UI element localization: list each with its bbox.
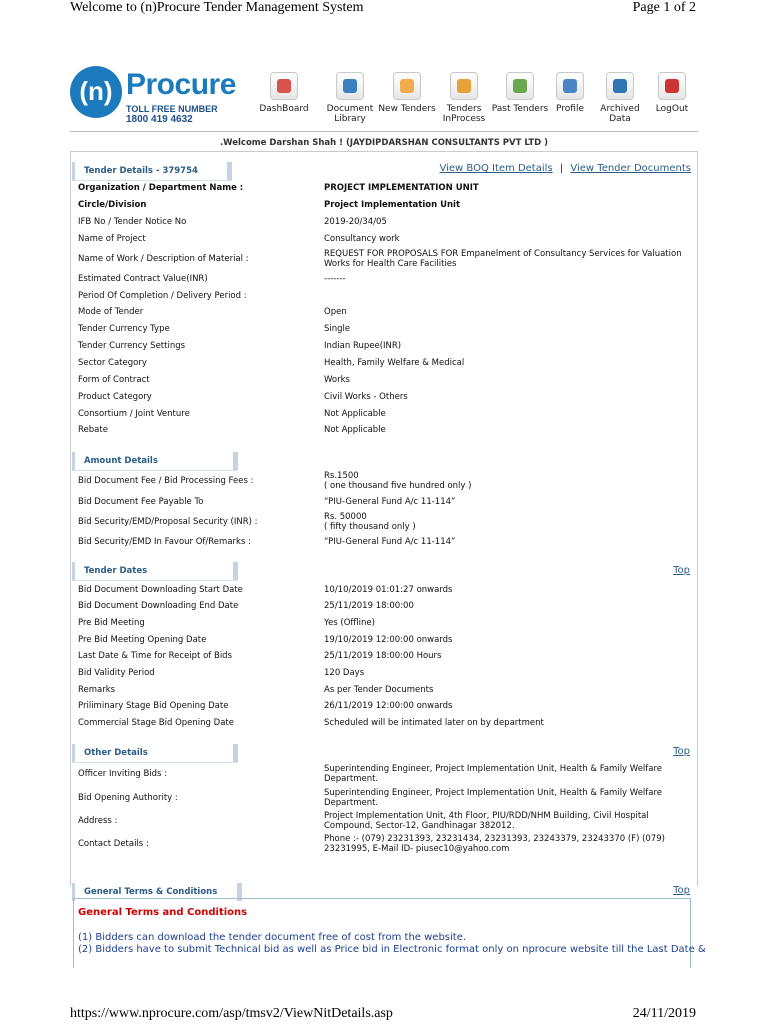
row-value: Not Applicable bbox=[324, 409, 386, 419]
print-footer-url: https://www.nprocure.com/asp/tmsv2/ViewNitDetails.asp bbox=[70, 1006, 393, 1021]
row-value: “PIU-General Fund A/c 11-114” bbox=[324, 497, 456, 507]
main-nav bbox=[255, 72, 700, 128]
row-value: Health, Family Welfare & Medical bbox=[324, 358, 465, 368]
archived-data-icon bbox=[606, 72, 634, 100]
print-footer bbox=[0, 1006, 768, 1024]
print-header-page: Page 1 of 2 bbox=[632, 0, 696, 15]
section-title-bar bbox=[233, 452, 238, 470]
row-value: Indian Rupee(INR) bbox=[324, 341, 402, 351]
row-label: Consortium / Joint Venture bbox=[78, 409, 190, 419]
row-value: Single bbox=[324, 324, 351, 334]
section-title-bar bbox=[233, 744, 238, 762]
nav-new-tenders[interactable] bbox=[378, 72, 436, 114]
section-title-tender-details bbox=[72, 162, 232, 180]
row-label: Sector Category bbox=[78, 358, 147, 368]
nav-document-library[interactable] bbox=[321, 72, 379, 124]
welcome-message: .Welcome Darshan Shah ! (JAYDIPDARSHAN CONSULTANTS PVT LTD ) bbox=[219, 138, 549, 148]
row-value: Superintending Engineer, Project Implementation Unit, Health & Family Welfare Department. bbox=[324, 788, 663, 808]
nav-label: Archived Data bbox=[600, 104, 640, 124]
row-label: Name of Project bbox=[78, 234, 146, 244]
logout-icon bbox=[658, 72, 686, 100]
nprocure-logo[interactable] bbox=[70, 66, 255, 128]
row-value: 26/11/2019 12:00:00 onwards bbox=[324, 701, 453, 711]
row-value: Project Implementation Unit bbox=[324, 200, 461, 210]
nav-label: New Tenders bbox=[378, 104, 436, 114]
row-label: Contact Details : bbox=[78, 839, 149, 849]
section-title-tender-dates bbox=[72, 562, 238, 580]
logo-circle: (n) bbox=[70, 66, 122, 118]
row-value: As per Tender Documents bbox=[324, 685, 434, 695]
row-label: Bid Document Fee Payable To bbox=[78, 497, 204, 507]
nav-label: DashBoard bbox=[259, 104, 309, 114]
section-title-text: General Terms & Conditions bbox=[84, 887, 218, 897]
view-tender-documents-link[interactable]: View Tender Documents bbox=[570, 163, 691, 174]
row-label: Period Of Completion / Delivery Period : bbox=[78, 291, 247, 301]
row-value: 25/11/2019 18:00:00 Hours bbox=[324, 651, 442, 661]
row-value: Yes (Offline) bbox=[324, 618, 375, 628]
top-links bbox=[440, 163, 692, 174]
section-title-bar bbox=[233, 562, 238, 580]
row-label: Form of Contract bbox=[78, 375, 150, 385]
section-title-other-details bbox=[72, 744, 238, 762]
row-label: Rebate bbox=[78, 425, 108, 435]
section-rule bbox=[72, 180, 232, 181]
row-label: Address : bbox=[78, 816, 118, 826]
row-label: Bid Document Fee / Bid Processing Fees : bbox=[78, 476, 254, 486]
row-value: 25/11/2019 18:00:00 bbox=[324, 601, 414, 611]
print-footer-date: 24/11/2019 bbox=[632, 1006, 696, 1021]
nav-label: LogOut bbox=[655, 104, 689, 114]
row-value: Rs. 50000 bbox=[324, 512, 367, 522]
row-value: Superintending Engineer, Project Implementation Unit, Health & Family Welfare Department. bbox=[324, 764, 663, 784]
section-title-text: Tender Dates bbox=[84, 566, 148, 576]
new-tenders-icon bbox=[393, 72, 421, 100]
row-label: Bid Security/EMD In Favour Of/Remarks : bbox=[78, 537, 251, 547]
row-label: Last Date & Time for Receipt of Bids bbox=[78, 651, 233, 661]
section-title-text: Other Details bbox=[84, 748, 148, 758]
section-rule bbox=[72, 580, 238, 581]
row-label: Mode of Tender bbox=[78, 307, 144, 317]
row-value: ------- bbox=[324, 274, 346, 284]
section-title-text: Tender Details - 379754 bbox=[84, 166, 198, 176]
section-rule bbox=[72, 470, 238, 471]
row-label: Bid Document Downloading Start Date bbox=[78, 585, 243, 595]
nav-logout[interactable] bbox=[643, 72, 701, 114]
nav-tenders-inprocess[interactable] bbox=[435, 72, 493, 124]
row-label: Commercial Stage Bid Opening Date bbox=[78, 718, 234, 728]
row-label: Tender Currency Settings bbox=[78, 341, 186, 351]
row-label: Tender Currency Type bbox=[78, 324, 170, 334]
view-boq-link[interactable]: View BOQ Item Details bbox=[439, 163, 553, 174]
row-label: Priliminary Stage Bid Opening Date bbox=[78, 701, 229, 711]
row-value: Rs.1500 bbox=[324, 471, 359, 481]
row-label: Bid Document Downloading End Date bbox=[78, 601, 239, 611]
top-link[interactable]: Top bbox=[673, 885, 690, 896]
section-title-bar bbox=[227, 162, 232, 180]
terms-line: (2) Bidders have to submit Technical bid as well as Price bid in Electronic format only on nprocure website till the Last Date & bbox=[78, 944, 706, 955]
row-value: Not Applicable bbox=[324, 425, 386, 435]
row-label: Bid Opening Authority : bbox=[78, 793, 178, 803]
row-label: IFB No / Tender Notice No bbox=[78, 217, 187, 227]
row-value: PROJECT IMPLEMENTATION UNIT bbox=[324, 183, 479, 193]
past-tenders-icon bbox=[506, 72, 534, 100]
row-label: Circle/Division bbox=[78, 200, 147, 210]
tollfree-label: TOLL FREE NUMBER bbox=[126, 104, 218, 114]
row-value: 120 Days bbox=[324, 668, 365, 678]
row-label: Product Category bbox=[78, 392, 152, 402]
row-value: Phone :- (079) 23231393, 23231434, 23231393, 23243379, 23243370 (F) (079) 23231995, E-Mail ID- piusec10@yahoo.com bbox=[324, 834, 665, 854]
row-label: Estimated Contract Value(INR) bbox=[78, 274, 208, 284]
section-title-amount-details bbox=[72, 452, 238, 470]
row-value: Open bbox=[324, 307, 347, 317]
row-value: Works bbox=[324, 375, 350, 385]
row-label: Bid Security/EMD/Proposal Security (INR) : bbox=[78, 517, 258, 527]
row-label: Bid Validity Period bbox=[78, 668, 155, 678]
top-link[interactable]: Top bbox=[673, 565, 690, 576]
row-value: Scheduled will be intimated later on by department bbox=[324, 718, 544, 728]
row-label: Officer Inviting Bids : bbox=[78, 769, 168, 779]
row-label: Organization / Department Name : bbox=[78, 183, 244, 193]
print-header bbox=[0, 0, 768, 22]
row-label: Remarks bbox=[78, 685, 116, 695]
row-value-words: ( one thousand five hundred only ) bbox=[324, 481, 472, 491]
nav-dashboard[interactable] bbox=[255, 72, 313, 114]
terms-heading: General Terms and Conditions bbox=[78, 907, 248, 918]
row-value: Project Implementation Unit, 4th Floor, PIU/RDD/NHM Building, Civil Hospital Compound, Sector-12, Gandhinagar 382012. bbox=[324, 811, 649, 831]
row-value: 10/10/2019 01:01:27 onwards bbox=[324, 585, 453, 595]
nav-label: Profile bbox=[556, 104, 584, 114]
row-label: Pre Bid Meeting bbox=[78, 618, 145, 628]
tenders-inprocess-icon bbox=[450, 72, 478, 100]
row-value: Civil Works - Others bbox=[324, 392, 408, 402]
tollfree-number: 1800 419 4632 bbox=[126, 114, 193, 125]
row-value: “PIU-General Fund A/c 11-114” bbox=[324, 537, 456, 547]
nav-label: Tenders InProcess bbox=[442, 104, 486, 124]
row-label: Name of Work / Description of Material : bbox=[78, 254, 249, 264]
row-value: 19/10/2019 12:00:00 onwards bbox=[324, 635, 453, 645]
logo-wordmark: Procure bbox=[126, 68, 236, 101]
document-library-icon bbox=[336, 72, 364, 100]
section-title-text: Amount Details bbox=[84, 456, 158, 466]
dashboard-icon bbox=[270, 72, 298, 100]
nav-archived-data[interactable] bbox=[591, 72, 649, 124]
link-separator: | bbox=[559, 163, 564, 174]
row-value: REQUEST FOR PROPOSALS FOR Empanelment of Consultancy Services for Valuation Works for Health Care Facilities bbox=[324, 249, 682, 269]
nav-label: Past Tenders bbox=[491, 104, 549, 114]
row-value: Consultancy work bbox=[324, 234, 400, 244]
row-label: Pre Bid Meeting Opening Date bbox=[78, 635, 207, 645]
top-link[interactable]: Top bbox=[673, 746, 690, 757]
terms-line: (1) Bidders can download the tender document free of cost from the website. bbox=[78, 932, 467, 943]
row-value: 2019-20/34/05 bbox=[324, 217, 387, 227]
section-rule bbox=[72, 762, 238, 763]
nav-label: Document Library bbox=[326, 104, 374, 124]
print-header-title: Welcome to (n)Procure Tender Management System bbox=[70, 0, 364, 15]
header-divider bbox=[70, 131, 698, 132]
profile-icon bbox=[556, 72, 584, 100]
row-value-words: ( fifty thousand only ) bbox=[324, 522, 416, 532]
